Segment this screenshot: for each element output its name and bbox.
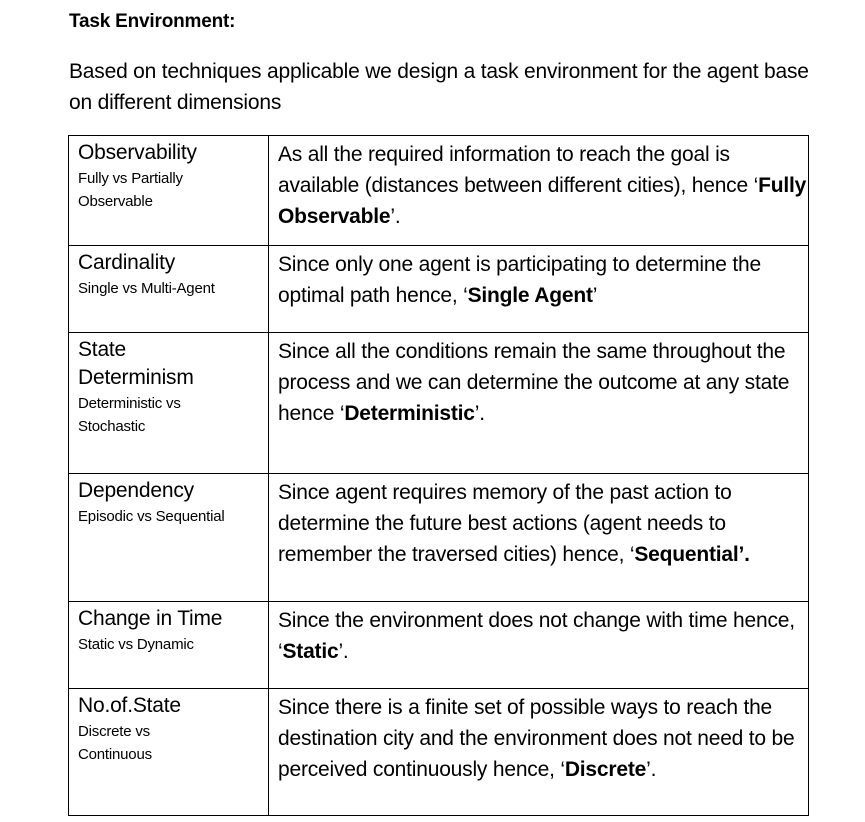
- dimension-name: Cardinality: [78, 251, 176, 274]
- dimension-options: Static vs Dynamic: [78, 636, 194, 653]
- dimension-name: Change in Time: [78, 607, 223, 630]
- description-cell: [269, 474, 809, 602]
- dimension-options: Deterministic vs Stochastic: [78, 395, 181, 435]
- description-suffix: ’.: [390, 205, 401, 228]
- dimension-cell: [69, 136, 269, 246]
- dimension-name: Observability: [78, 141, 197, 164]
- description-text: Since only one agent is participating to determine the optimal path hence, ‘: [278, 253, 762, 307]
- intro-paragraph: Based on techniques applicable we design a task environment for the agent base on different dimensions: [69, 60, 809, 114]
- dimension-options: Single vs Multi-Agent: [78, 280, 215, 297]
- description-text: Since agent requires memory of the past action to determine the future best actions (agent needs to remember the traversed cities) hence, ‘: [278, 481, 732, 566]
- table-row: [69, 246, 809, 333]
- table-row: [69, 136, 809, 246]
- description-suffix: ’.: [474, 402, 485, 425]
- table-row: [69, 602, 809, 689]
- task-environment-table: [68, 135, 809, 816]
- classification-value: Sequential’.: [634, 543, 750, 566]
- classification-value: Discrete: [564, 758, 647, 781]
- description-text: As all the required information to reach the goal is available (distances between different cities), hence ‘: [278, 143, 759, 197]
- dimension-cell: [69, 602, 269, 689]
- description-cell: [269, 689, 809, 816]
- dimension-cell: [69, 246, 269, 333]
- table-row: [69, 689, 809, 816]
- description-cell: [269, 333, 809, 474]
- classification-value: Static: [282, 640, 339, 663]
- dimension-cell: [69, 474, 269, 602]
- dimension-options: Episodic vs Sequential: [78, 508, 225, 525]
- dimension-name: Dependency: [78, 479, 194, 502]
- table-row: [69, 474, 809, 602]
- description-text: Since the environment does not change with time hence, ‘: [278, 609, 795, 663]
- description-cell: [269, 602, 809, 689]
- description-text: Since all the conditions remain the same throughout the process and we can determine the outcome at any state hence ‘: [278, 340, 790, 425]
- description-text: Since there is a finite set of possible ways to reach the destination city and the environment does not need to be perceived continuously hence, ‘: [278, 696, 795, 781]
- description-cell: [269, 246, 809, 333]
- description-suffix: ’.: [646, 758, 657, 781]
- dimension-options: Discrete vs Continuous: [78, 723, 152, 763]
- dimension-name: State Determinism: [78, 338, 194, 389]
- dimension-cell: [69, 689, 269, 816]
- description-suffix: ’: [592, 284, 598, 307]
- dimension-cell: [69, 333, 269, 474]
- classification-value: Fully Observable: [278, 174, 807, 228]
- description-suffix: ’.: [338, 640, 349, 663]
- dimension-name: No.of.State: [78, 694, 181, 717]
- section-heading: Task Environment:: [69, 11, 236, 32]
- table-row: [69, 333, 809, 474]
- classification-value: Single Agent: [467, 284, 593, 307]
- classification-value: Deterministic: [344, 402, 475, 425]
- description-cell: [269, 136, 809, 246]
- dimension-options: Fully vs Partially Observable: [78, 170, 183, 210]
